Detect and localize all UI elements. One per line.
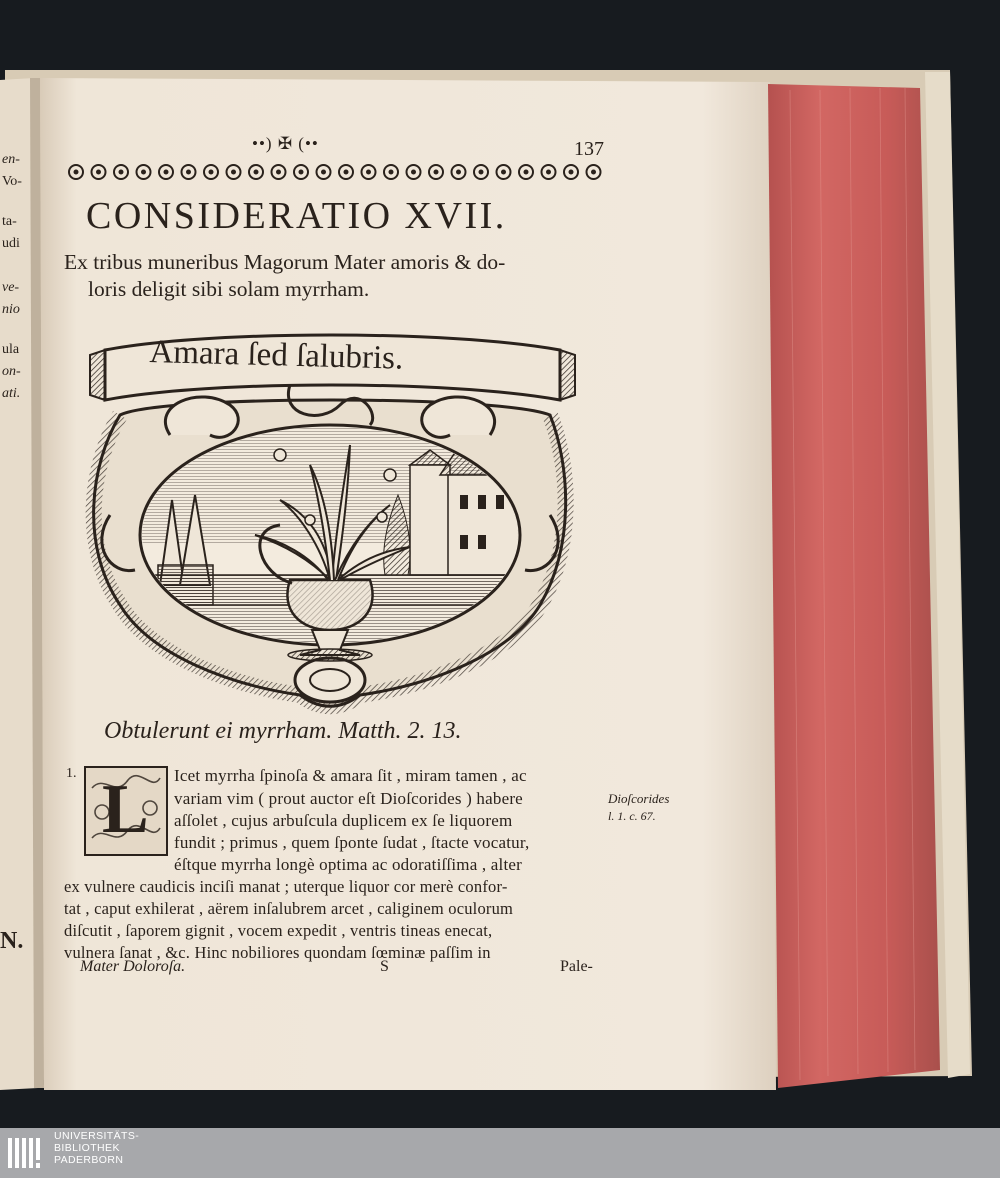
body-line: variam vim ( prout auctor eſt Dioſcorides ) habere [174,789,523,808]
left-fragment: ati. [2,386,21,401]
subtitle-line-1: Ex tribus muneribus Magorum Mater amoris & do- [64,250,506,274]
chapter-title: CONSIDERATIO XVII. [86,195,507,237]
ornament-dot [164,170,169,175]
ornament-dot [96,170,101,175]
ornament-dot [321,170,326,175]
drop-cap-letter: L [102,771,149,848]
ornament-dot [591,170,596,175]
ornament-dot [501,170,506,175]
ornament-dot [569,170,574,175]
body-line: Icet myrrha ſpinoſa & amara ſit , miram tamen , ac [174,766,527,785]
running-footer: Mater Doloroſa. [80,958,186,975]
biblical-citation: Obtulerunt ei myrrham. Matth. 2. 13. [104,718,462,744]
ornament-dot [524,170,529,175]
left-fragment: en- [2,152,20,167]
left-fragment: Vo- [2,174,22,189]
body-line: aſſolet , cujus arbuſcula duplicem ex ſe liquorem [174,811,513,830]
ornament-dot [231,170,236,175]
catchword: Pale- [560,958,593,975]
body-line: éſtque myrrha longè optima ac odoratiſſima , alter [174,855,522,874]
ornament-dot [344,170,349,175]
left-fragment: on- [2,364,21,379]
ornament-dot [366,170,371,175]
subtitle-line-2: loris deligit sibi solam myrrham. [88,277,370,301]
ornament-dot [389,170,394,175]
signature-mark: S [380,958,389,975]
library-logo-icon [6,1132,46,1174]
ornament-dot [299,170,304,175]
body-line: ex vulnere caudicis inciſi manat ; uterque liquor cor merè confor- [64,877,508,896]
ornament-dot [119,170,124,175]
body-line: tat , caput exhilerat , aërem inſalubrem arcet , caliginem oculorum [64,899,514,918]
margin-note: l. 1. c. 67. [608,809,656,823]
watermark-line: UNIVERSITÄTS- [54,1130,140,1142]
left-fragment: ve- [2,280,20,295]
watermark-line: PADERBORN [54,1154,124,1166]
left-fragment: N. [0,928,24,954]
ornament-dot [411,170,416,175]
left-fragment: udi [2,236,20,251]
ornament-dot [141,170,146,175]
body-line: diſcutit , ſaporem gignit , vocem expedit , ventris tineas enecat, [64,921,493,940]
page-number: 137 [574,138,604,160]
library-footer-bar [0,1128,1000,1178]
ornament-dot [456,170,461,175]
emblem-motto: Amara ſed ſalubris. [149,334,404,377]
watermark-line: BIBLIOTHEK [54,1142,120,1154]
ornament-dot [546,170,551,175]
left-fragment: ta- [2,214,17,229]
body-line: vulnera ſanat , &c. Hinc nobiliores quondam ſœminæ paſſim in [64,943,491,962]
ornament-dot [74,170,79,175]
left-fragment: ula [2,342,20,357]
emblem-engraving [80,325,580,725]
ornament-dot [479,170,484,175]
ornament-dot [434,170,439,175]
margin-note: Dioſcorides [608,791,670,806]
ornament-dot [254,170,259,175]
ornament-dot [209,170,214,175]
left-fragment: nio [2,302,20,317]
ornament-dot [186,170,191,175]
body-line: fundit ; primus , quem ſponte ſudat , ſtacte vocatur, [174,833,530,852]
paragraph-number: 1. [66,766,77,781]
header-ornament: ••) ✠ (•• [252,134,319,153]
ornament-dot [276,170,281,175]
drop-cap-frame [84,766,168,856]
ornament-border [66,160,610,184]
